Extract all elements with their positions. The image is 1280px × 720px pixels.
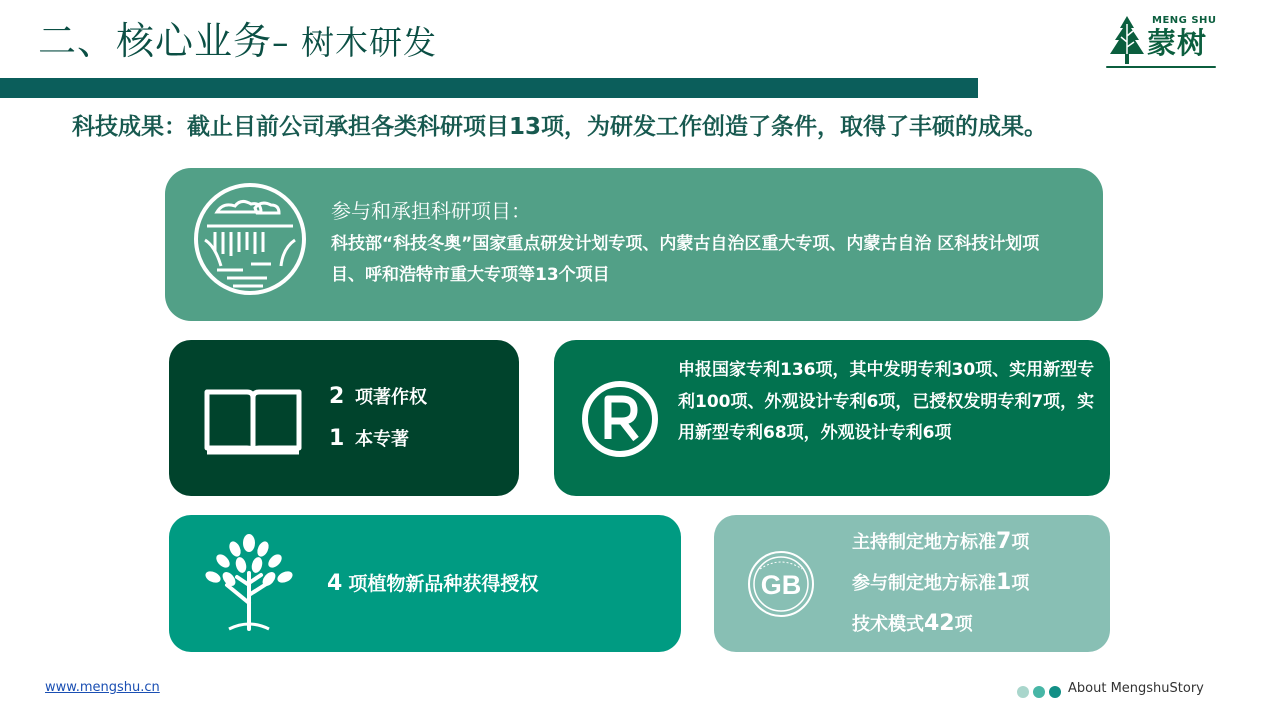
publication-item-monograph	[329, 418, 427, 460]
plant-varieties-text	[327, 566, 538, 602]
plant-varieties-card	[169, 515, 681, 652]
standards-list	[852, 521, 1029, 644]
publication-item-copyright	[329, 376, 427, 418]
research-title: 参与和承担科研项目：	[331, 199, 531, 223]
standard-join-unit: 项	[1011, 573, 1030, 594]
tech-model-count: 42	[924, 611, 955, 636]
logo-en: MENG SHU	[1152, 15, 1217, 26]
plant-varieties-count: 4	[327, 571, 343, 596]
copyright-label: 项著作权	[355, 387, 427, 408]
title-bar	[0, 78, 978, 98]
standard-item-tech	[852, 603, 1029, 644]
title-sub: 树木研发	[301, 23, 438, 62]
copyright-count: 2	[329, 384, 345, 409]
footer-dot	[1049, 686, 1061, 698]
brand-logo	[1100, 12, 1220, 72]
title-main: 二、核心业务	[38, 19, 273, 63]
svg-text:GB: GB	[760, 570, 802, 600]
monograph-label: 本专著	[355, 429, 409, 450]
plant-varieties-label: 项植物新品种获得授权	[348, 573, 539, 595]
tech-model-unit: 项	[954, 614, 973, 635]
standards-card	[714, 515, 1110, 652]
tree-logo-icon	[1104, 14, 1150, 66]
monograph-count: 1	[329, 426, 345, 451]
research-desc: 科技部“科技冬奥”国家重点研发计划专项、内蒙古自治区重大专项、内蒙古自治 区科技计划项目、呼和浩特市重大专项等13个项目	[331, 234, 1040, 285]
standard-join-count: 1	[996, 570, 1012, 595]
standard-join-label: 参与制定地方标准	[852, 573, 996, 594]
page-title	[38, 14, 437, 70]
website-link[interactable]: www.mengshu.cn	[45, 680, 160, 695]
tree-icon	[199, 533, 299, 633]
standard-lead-count: 7	[996, 529, 1012, 554]
publications-card	[169, 340, 519, 496]
about-label: About MengshuStory	[1068, 681, 1204, 696]
standard-lead-unit: 项	[1011, 532, 1030, 553]
footer-dot	[1033, 686, 1045, 698]
footer-dot	[1017, 686, 1029, 698]
standard-item-join	[852, 562, 1029, 603]
logo-cn: 蒙树	[1147, 26, 1208, 60]
patents-desc: 申报国家专利136项，其中发明专利30项、实用新型专利100项、外观设计专利6项，已授权发明专利7项，实用新型专利68项，外观设计专利6项	[678, 360, 1095, 443]
publications-list	[329, 376, 427, 460]
research-projects-card	[165, 168, 1103, 321]
landscape-icon	[193, 182, 307, 296]
tech-model-label: 技术模式	[852, 614, 924, 635]
standard-item-lead	[852, 521, 1029, 562]
title-dash: –	[272, 23, 302, 62]
patents-card	[554, 340, 1110, 496]
gb-standard-icon	[746, 549, 816, 619]
logo-underline	[1106, 66, 1216, 68]
achievement-headline: 科技成果：截止目前公司承担各类科研项目13项，为研发工作创造了条件，取得了丰硕的成果。	[72, 114, 1048, 140]
standard-lead-label: 主持制定地方标准	[852, 532, 996, 553]
open-book-icon	[203, 384, 303, 456]
registered-mark-icon	[580, 379, 660, 459]
